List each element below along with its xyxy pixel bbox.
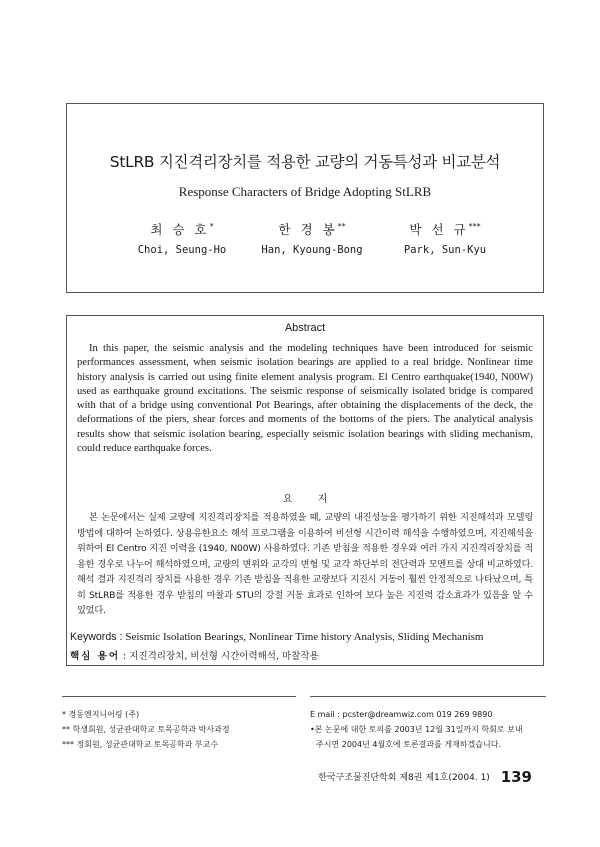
korean-abstract-text: 본 논문에서는 실제 교량에 지진격리장치를 적용하였을 때, 교량의 내진성능을 평가하기 위한 지진해석과 모델링 방법에 대하여 논하였다. 상용유한요소 해석 프로그램을 이용하여 비선형 시간이력 해석을 수행하였으며, 지진해석을 위하여 El Centro 지진 이력을 (1940, N00W) 사용하였다. 기존 받침을 적용한 경우와 여러 가지 지진격리장치를 적용한 경우로 나누어 해석하였으며, 교량의 변위와 교각의 변형 및 교각 하단부의 전단력과 모멘트를 상대 비교하였다. 해석 결과 지진격리 장치를 사용한 경우 기존 받침을 적용한 교량보다 지진시 거동이 훨씬 안정적으로 나타났으며, 특히 StLRB를 적용한 경우 받침의 마찰과 STU의 강절 거동 효과로 인하여 보다 높은 지진력 감소효과가 있음을 알 수 있었다. (77, 512, 533, 616)
author-3-mark: *** (468, 221, 481, 231)
abstract-heading: Abstract (284, 322, 326, 334)
journal-info: 한국구조물진단학회 제8권 제1호(2004. 1) (318, 773, 490, 783)
footnotes-right (310, 707, 550, 752)
footnote-discussion-1: •본 논문에 대한 토의를 2003년 12월 31일까지 학회로 보내 (310, 725, 523, 734)
keywords-korean-label: 핵심 용어 (70, 651, 121, 662)
title-korean: StLRB 지진격리장치를 적용한 교량의 거동특성과 비교분석 (109, 153, 501, 171)
title-box (66, 103, 544, 293)
author-1-mark: * (209, 221, 214, 231)
abstract-box (66, 315, 544, 666)
author-1 (127, 220, 237, 256)
footnote-affiliation-2: ** 학생회원, 성균관대학교 토목공학과 박사과정 (62, 725, 230, 734)
author-2 (247, 220, 377, 256)
footnote-affiliation-1: * 경동엔지니어링 (주) (62, 710, 140, 719)
footnote-divider-left (62, 696, 296, 697)
korean-abstract-heading: 요 지 (282, 494, 328, 505)
footnote-contact: E mail : pcster@dreamwiz.com 019 269 9890 (310, 710, 493, 719)
abstract-text: In this paper, the seismic analysis and the modeling techniques have been introduced for seismic performances assessment, when seismic isolation bearings are applied to a real bridge. Nonlinear time history analysis is carried out using finite element analysis program. El Centro earthquake(1940, N00W) used as earthquake ground excitations. The seismic response of seismically isolated bridge is compared with that of a bridge using conventional Pot Bearings, after obtaining the displacements of the deck, the deformations of the piers, shear forces and moments of the bottoms of the piers. The analytical analysis results show that seismic isolation bearing, especially seismic isolation bearings with sliding mechanism, could reduce earthquake forces. (77, 343, 533, 455)
footnote-affiliation-3: *** 정회원, 성균관대학교 토목공학과 부교수 (62, 740, 219, 749)
author-1-name-en: Choi, Seung-Ho (137, 244, 227, 256)
footnote-discussion-2: 주시면 2004년 4월호에 토론결과를 게재하겠습니다. (316, 740, 501, 749)
author-3 (385, 220, 505, 256)
keywords-korean-value: 지진격리장치, 비선형 시간이력해석, 마찰작용 (129, 651, 319, 662)
page-number: 139 (500, 768, 532, 786)
author-list (67, 220, 543, 260)
page-footer (318, 768, 532, 786)
author-1-name-kr: 최 승 호 (150, 222, 210, 237)
author-2-name-kr: 한 경 봉 (278, 222, 338, 237)
title-english: Response Characters of Bridge Adopting StLRB (178, 184, 432, 199)
author-2-name-en: Han, Kyoung-Bong (261, 244, 363, 256)
keywords-english: Keywords : Seismic Isolation Bearings, Nonlinear Time history Analysis, Sliding Mechanism (70, 631, 484, 643)
footnote-divider-right (310, 696, 546, 697)
author-3-name-kr: 박 선 규 (409, 222, 469, 237)
keywords-english-value: Seismic Isolation Bearings, Nonlinear Time history Analysis, Sliding Mechanism (125, 631, 484, 643)
author-3-name-en: Park, Sun-Kyu (403, 244, 487, 256)
keywords-english-label: Keywords (70, 631, 117, 643)
footnotes-left (62, 707, 302, 752)
keywords-korean: 핵심 용어 : 지진격리장치, 비선형 시간이력해석, 마찰작용 (70, 651, 319, 662)
author-2-mark: ** (337, 221, 346, 231)
